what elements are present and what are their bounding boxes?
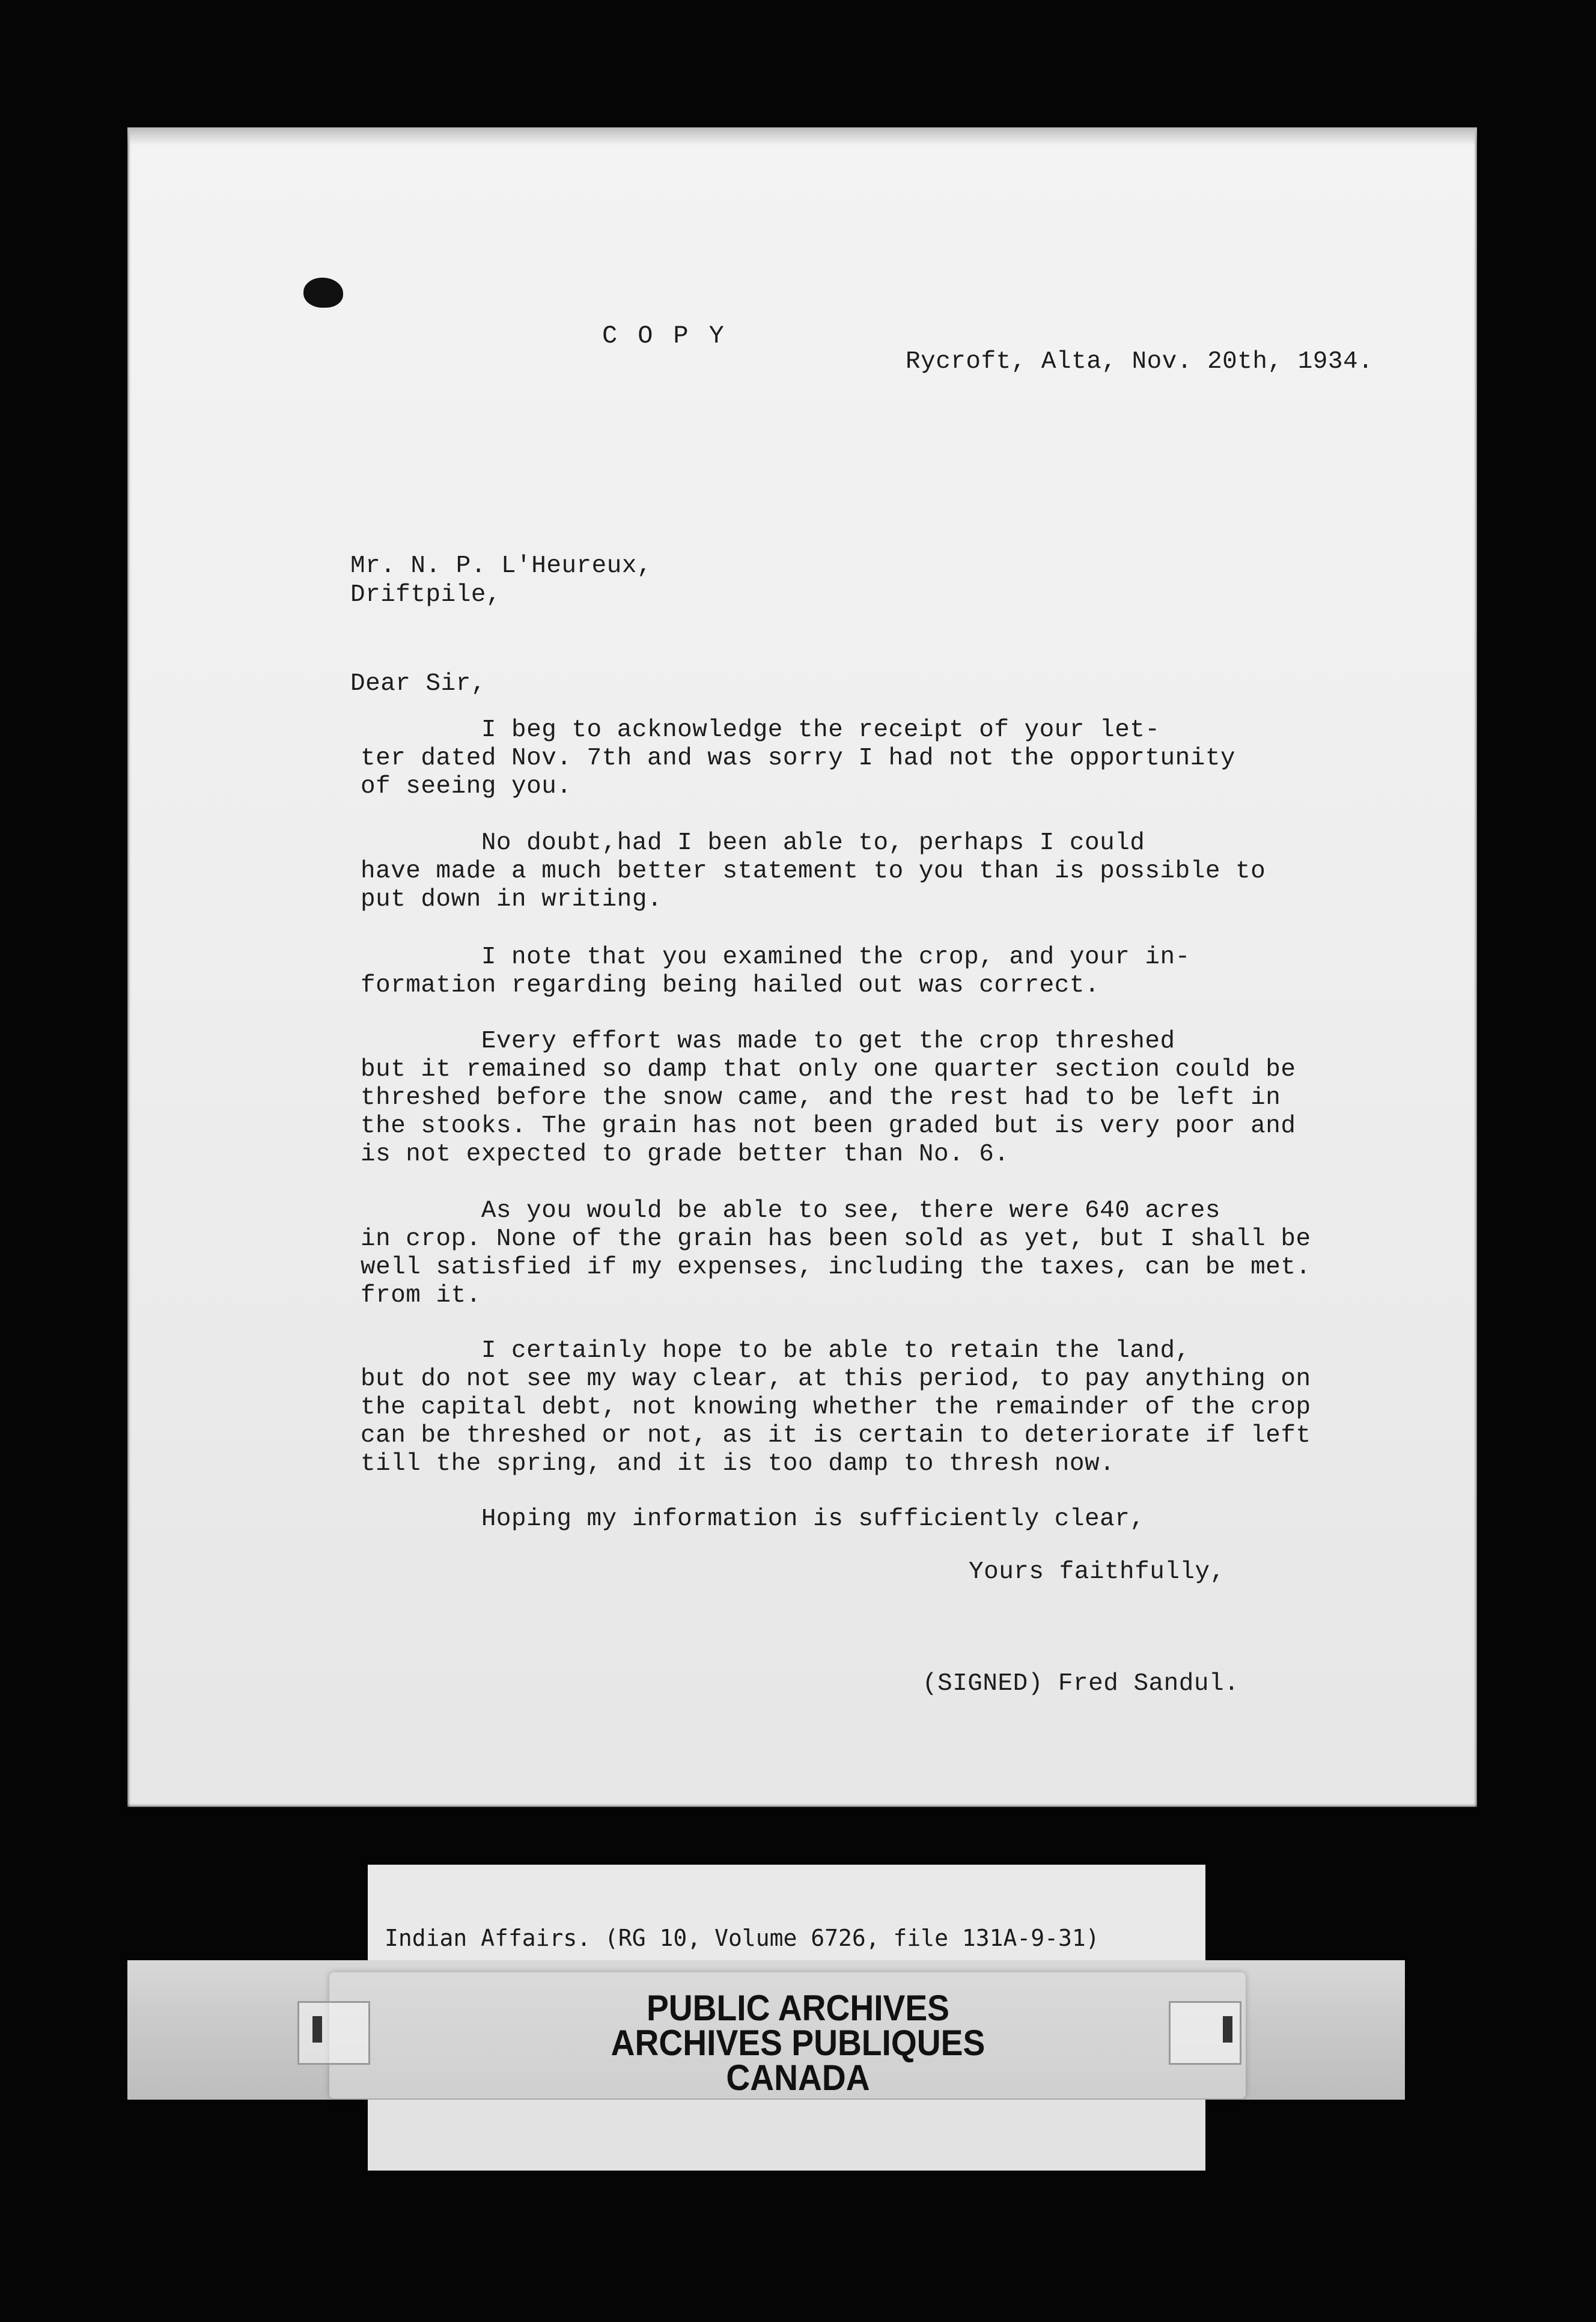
body-line: but it remained so damp that only one quarter section could be [361, 1056, 1296, 1083]
stamp-line: PUBLIC ARCHIVES [646, 1988, 949, 2028]
body-line: of seeing you. [361, 773, 572, 800]
body-line: put down in writing. [361, 886, 663, 913]
caption-card-lower [368, 2100, 1205, 2171]
body-line: I note that you examined the crop, and your in- [361, 943, 1190, 971]
body-line: I certainly hope to be able to retain the land, [361, 1337, 1190, 1365]
copy-heading: COPY [602, 321, 745, 350]
addressee-line: Driftpile, [350, 581, 502, 609]
body-line: is not expected to grade better than No. 6. [361, 1141, 1010, 1168]
dateline: Rycroft, Alta, Nov. 20th, 1934. [906, 348, 1374, 376]
salutation: Dear Sir, [350, 670, 486, 698]
addressee-line: Mr. N. P. L'Heureux, [350, 552, 653, 580]
body-line: can be threshed or not, as it is certain to deteriorate if left [361, 1422, 1311, 1449]
body-line: Every effort was made to get the crop threshed [361, 1028, 1175, 1055]
body-line: As you would be able to see, there were 640 acres [361, 1197, 1220, 1225]
body-line: in crop. None of the grain has been sold as yet, but I shall be [361, 1225, 1311, 1253]
body-line: threshed before the snow came, and the rest had to be left in [361, 1084, 1281, 1112]
closing: Yours faithfully, [969, 1558, 1225, 1586]
stamp-line: CANADA [726, 2058, 870, 2098]
body-line: the capital debt, not knowing whether the remainder of the crop [361, 1394, 1311, 1421]
body-line: but do not see my way clear, at this period, to pay anything on [361, 1365, 1311, 1393]
punch-hole [303, 278, 343, 308]
stamp-line: ARCHIVES PUBLIQUES [611, 2023, 985, 2063]
body-line: have made a much better statement to you than is possible to [361, 858, 1266, 885]
body-line: the stooks. The grain has not been graded but is very poor and [361, 1112, 1296, 1140]
body-line: till the spring, and it is too damp to thresh now. [361, 1450, 1115, 1478]
body-line: No doubt,had I been able to, perhaps I could [361, 829, 1145, 857]
body-line: formation regarding being hailed out was correct. [361, 972, 1100, 999]
body-line: I beg to acknowledge the receipt of your let- [361, 716, 1160, 744]
body-line: from it. [361, 1282, 481, 1309]
body-line: well satisfied if my expenses, including the taxes, can be met. [361, 1254, 1311, 1281]
body-line: ter dated Nov. 7th and was sorry I had not the opportunity [361, 745, 1236, 772]
signature: (SIGNED) Fred Sandul. [922, 1670, 1240, 1698]
archive-caption: Indian Affairs. (RG 10, Volume 6726, file 131A-9-31) [385, 1925, 1100, 1951]
body-line: Hoping my information is sufficiently clear, [361, 1505, 1145, 1533]
